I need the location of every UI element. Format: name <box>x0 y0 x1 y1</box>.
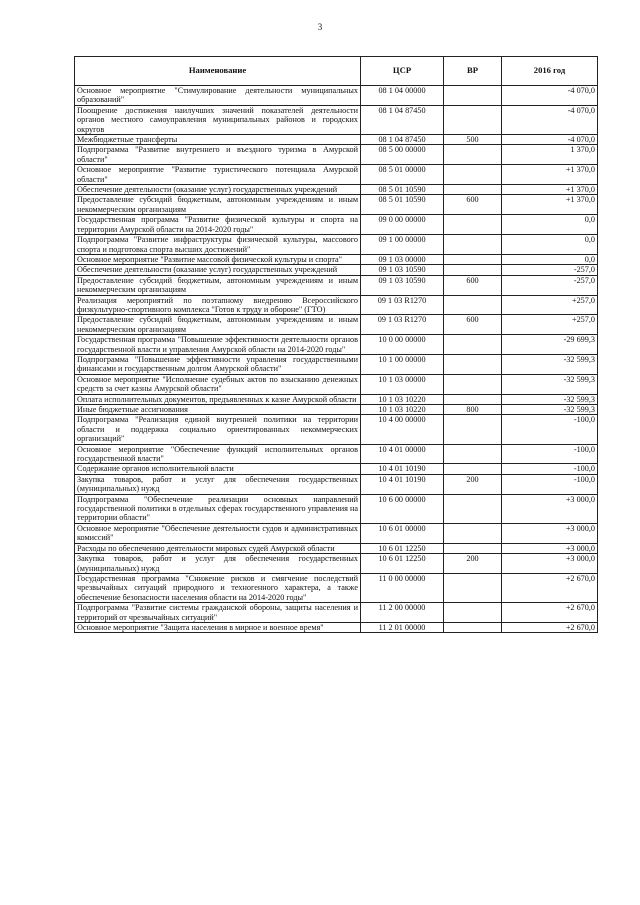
header-csr: ЦСР <box>361 57 444 86</box>
row-vr <box>444 215 502 235</box>
row-vr: 200 <box>444 474 502 494</box>
table-row <box>75 195 598 215</box>
row-sum: +3 000,0 <box>502 523 598 543</box>
row-csr: 08 1 04 87450 <box>361 105 444 134</box>
row-vr: 600 <box>444 315 502 335</box>
row-csr: 10 4 00 00000 <box>361 415 444 444</box>
table-row <box>75 494 598 523</box>
row-vr <box>444 603 502 623</box>
row-csr: 10 4 01 10190 <box>361 464 444 474</box>
row-csr: 10 1 03 00000 <box>361 374 444 394</box>
row-sum: +2 670,0 <box>502 622 598 632</box>
table-row <box>75 474 598 494</box>
row-csr: 08 1 04 00000 <box>361 86 444 106</box>
table-row <box>75 315 598 335</box>
row-name: Подпрограмма "Обеспечение реализации основных направлений государственной политики в отдельных сферах государственного управления на территории области" <box>75 494 361 523</box>
row-csr: 10 4 01 00000 <box>361 444 444 464</box>
page-number: 3 <box>317 22 323 32</box>
table-row <box>75 335 598 355</box>
row-sum: +3 000,0 <box>502 494 598 523</box>
row-csr: 10 1 03 10220 <box>361 394 444 404</box>
row-sum: -100,0 <box>502 464 598 474</box>
row-name: Подпрограмма "Реализация единой внутренней политики на территории области и поддержка социально ориентированных некоммерческих организаций" <box>75 415 361 444</box>
row-sum: +3 000,0 <box>502 554 598 574</box>
table-row <box>75 105 598 134</box>
row-vr <box>444 622 502 632</box>
row-name: Предоставление субсидий бюджетным, автономным учреждениям и иным некоммерческим организациям <box>75 195 361 215</box>
row-name: Расходы по обеспечению деятельности мировых судей Амурской области <box>75 543 361 553</box>
row-vr <box>444 295 502 315</box>
table-row <box>75 415 598 444</box>
row-sum: 0,0 <box>502 235 598 255</box>
row-csr: 11 0 00 00000 <box>361 573 444 602</box>
table-row <box>75 354 598 374</box>
row-vr <box>444 394 502 404</box>
row-csr: 11 2 01 00000 <box>361 622 444 632</box>
row-name: Основное мероприятие "Обеспечение функций исполнительных органов государственной власти" <box>75 444 361 464</box>
row-csr: 11 2 00 00000 <box>361 603 444 623</box>
row-vr <box>444 444 502 464</box>
table-row <box>75 295 598 315</box>
row-vr <box>444 573 502 602</box>
row-name: Оплата исполнительных документов, предъявленных к казне Амурской области <box>75 394 361 404</box>
row-csr: 09 1 03 10590 <box>361 275 444 295</box>
row-vr <box>444 105 502 134</box>
row-name: Предоставление субсидий бюджетным, автономным учреждениям и иным некоммерческим организациям <box>75 275 361 295</box>
row-vr: 500 <box>444 135 502 145</box>
row-sum: -100,0 <box>502 415 598 444</box>
row-sum: -4 070,0 <box>502 86 598 106</box>
row-csr: 10 6 01 12250 <box>361 543 444 553</box>
row-name: Закупка товаров, работ и услуг для обеспечения государственных (муниципальных) нужд <box>75 554 361 574</box>
table-row <box>75 265 598 275</box>
row-csr: 09 0 00 00000 <box>361 215 444 235</box>
row-vr <box>444 415 502 444</box>
row-csr: 09 1 03 10590 <box>361 265 444 275</box>
row-sum: +2 670,0 <box>502 603 598 623</box>
row-vr: 600 <box>444 195 502 215</box>
table-row <box>75 145 598 165</box>
table-row <box>75 464 598 474</box>
row-csr: 08 5 01 00000 <box>361 165 444 185</box>
table-row <box>75 135 598 145</box>
row-sum: -100,0 <box>502 444 598 464</box>
row-vr: 800 <box>444 405 502 415</box>
row-name: Поощрение достижения наилучших значений показателей деятельности органов местного самоуправления муниципальных районов и городских округов <box>75 105 361 134</box>
row-sum: +257,0 <box>502 295 598 315</box>
row-csr: 10 1 00 00000 <box>361 354 444 374</box>
row-vr <box>444 265 502 275</box>
row-name: Реализация мероприятий по поэтапному внедрению Всероссийского физкультурно-спортивного комплекса "Готов к труду и обороне" (ГТО) <box>75 295 361 315</box>
table-row <box>75 185 598 195</box>
table-row <box>75 215 598 235</box>
row-name: Межбюджетные трансферты <box>75 135 361 145</box>
table-row <box>75 86 598 106</box>
row-sum: -32 599,3 <box>502 354 598 374</box>
row-vr <box>444 165 502 185</box>
table-row <box>75 523 598 543</box>
row-name: Основное мероприятие "Стимулирование деятельности муниципальных образований" <box>75 86 361 106</box>
row-name: Подпрограмма "Повышение эффективности управления государственными финансами и государственным долгом Амурской области" <box>75 354 361 374</box>
row-name: Основное мероприятие "Защита населения в мирное и военное время" <box>75 622 361 632</box>
row-sum: -32 599,3 <box>502 405 598 415</box>
row-name: Обеспечение деятельности (оказание услуг) государственных учреждений <box>75 185 361 195</box>
row-vr <box>444 494 502 523</box>
row-vr <box>444 235 502 255</box>
row-sum: -4 070,0 <box>502 135 598 145</box>
row-sum: -29 699,3 <box>502 335 598 355</box>
row-name: Подпрограмма "Развитие внутреннего и въездного туризма в Амурской области" <box>75 145 361 165</box>
row-sum: +257,0 <box>502 315 598 335</box>
row-name: Обеспечение деятельности (оказание услуг) государственных учреждений <box>75 265 361 275</box>
row-name: Основное мероприятие "Исполнение судебных актов по взысканию денежных средств за счет казны Амурской области" <box>75 374 361 394</box>
row-vr <box>444 374 502 394</box>
row-sum: +3 000,0 <box>502 543 598 553</box>
row-vr <box>444 354 502 374</box>
row-vr <box>444 185 502 195</box>
row-name: Подпрограмма "Развитие инфраструктуры физической культуры, массового спорта и подготовка спорта высших достижений" <box>75 235 361 255</box>
row-name: Иные бюджетные ассигнования <box>75 405 361 415</box>
row-csr: 08 1 04 87450 <box>361 135 444 145</box>
row-csr: 09 1 03 00000 <box>361 254 444 264</box>
row-sum: +1 370,0 <box>502 185 598 195</box>
row-name: Основное мероприятие "Развитие массовой физической культуры и спорта" <box>75 254 361 264</box>
header-year: 2016 год <box>502 57 598 86</box>
row-sum: -257,0 <box>502 275 598 295</box>
row-csr: 08 5 00 00000 <box>361 145 444 165</box>
table-row <box>75 543 598 553</box>
row-name: Государственная программа "Развитие физической культуры и спорта на территории Амурской области на 2014-2020 годы" <box>75 215 361 235</box>
row-csr: 09 1 00 00000 <box>361 235 444 255</box>
row-vr: 600 <box>444 275 502 295</box>
row-sum: -4 070,0 <box>502 105 598 134</box>
row-sum: +1 370,0 <box>502 165 598 185</box>
header-name: Наименование <box>75 57 361 86</box>
row-name: Основное мероприятие "Развитие туристического потенциала Амурской области" <box>75 165 361 185</box>
table-row <box>75 235 598 255</box>
row-vr <box>444 254 502 264</box>
row-sum: -32 599,3 <box>502 374 598 394</box>
row-vr: 200 <box>444 554 502 574</box>
row-sum: +1 370,0 <box>502 195 598 215</box>
row-sum: -100,0 <box>502 474 598 494</box>
table-row <box>75 165 598 185</box>
row-vr <box>444 145 502 165</box>
table-body <box>75 86 598 633</box>
header-vr: ВР <box>444 57 502 86</box>
row-sum: +2 670,0 <box>502 573 598 602</box>
row-csr: 10 1 03 10220 <box>361 405 444 415</box>
table-row <box>75 573 598 602</box>
table-row <box>75 405 598 415</box>
row-name: Подпрограмма "Развитие системы гражданской обороны, защиты населения и территорий от чрезвычайных ситуаций" <box>75 603 361 623</box>
row-csr: 09 1 03 R1270 <box>361 315 444 335</box>
row-name: Государственная программа "Повышение эффективности деятельности органов государственной власти и управления Амурской области на 2014-2020 годы" <box>75 335 361 355</box>
table-row <box>75 394 598 404</box>
row-csr: 10 0 00 00000 <box>361 335 444 355</box>
table-row <box>75 275 598 295</box>
row-sum: 1 370,0 <box>502 145 598 165</box>
row-name: Основное мероприятие "Обеспечение деятельности судов и административных комиссий" <box>75 523 361 543</box>
table-row <box>75 444 598 464</box>
row-name: Предоставление субсидий бюджетным, автономным учреждениям и иным некоммерческим организациям <box>75 315 361 335</box>
table-row <box>75 622 598 632</box>
row-csr: 10 6 01 00000 <box>361 523 444 543</box>
row-csr: 10 6 01 12250 <box>361 554 444 574</box>
row-name: Государственная программа "Снижение рисков и смягчение последствий чрезвычайных ситуаций природного и техногенного характера, а также обеспечение безопасности населения области на 2014-2020 годы" <box>75 573 361 602</box>
row-sum: 0,0 <box>502 254 598 264</box>
row-sum: -257,0 <box>502 265 598 275</box>
row-name: Закупка товаров, работ и услуг для обеспечения государственных (муниципальных) нужд <box>75 474 361 494</box>
row-sum: -32 599,3 <box>502 394 598 404</box>
row-name: Содержание органов исполнительной власти <box>75 464 361 474</box>
row-csr: 08 5 01 10590 <box>361 185 444 195</box>
table-row <box>75 554 598 574</box>
row-vr <box>444 464 502 474</box>
table-row <box>75 603 598 623</box>
row-vr <box>444 335 502 355</box>
table-header-row <box>75 57 598 86</box>
row-vr <box>444 543 502 553</box>
row-vr <box>444 523 502 543</box>
row-sum: 0,0 <box>502 215 598 235</box>
row-csr: 09 1 03 R1270 <box>361 295 444 315</box>
row-csr: 08 5 01 10590 <box>361 195 444 215</box>
row-csr: 10 6 00 00000 <box>361 494 444 523</box>
table-row <box>75 254 598 264</box>
row-csr: 10 4 01 10190 <box>361 474 444 494</box>
row-vr <box>444 86 502 106</box>
budget-table <box>74 56 598 633</box>
table-row <box>75 374 598 394</box>
